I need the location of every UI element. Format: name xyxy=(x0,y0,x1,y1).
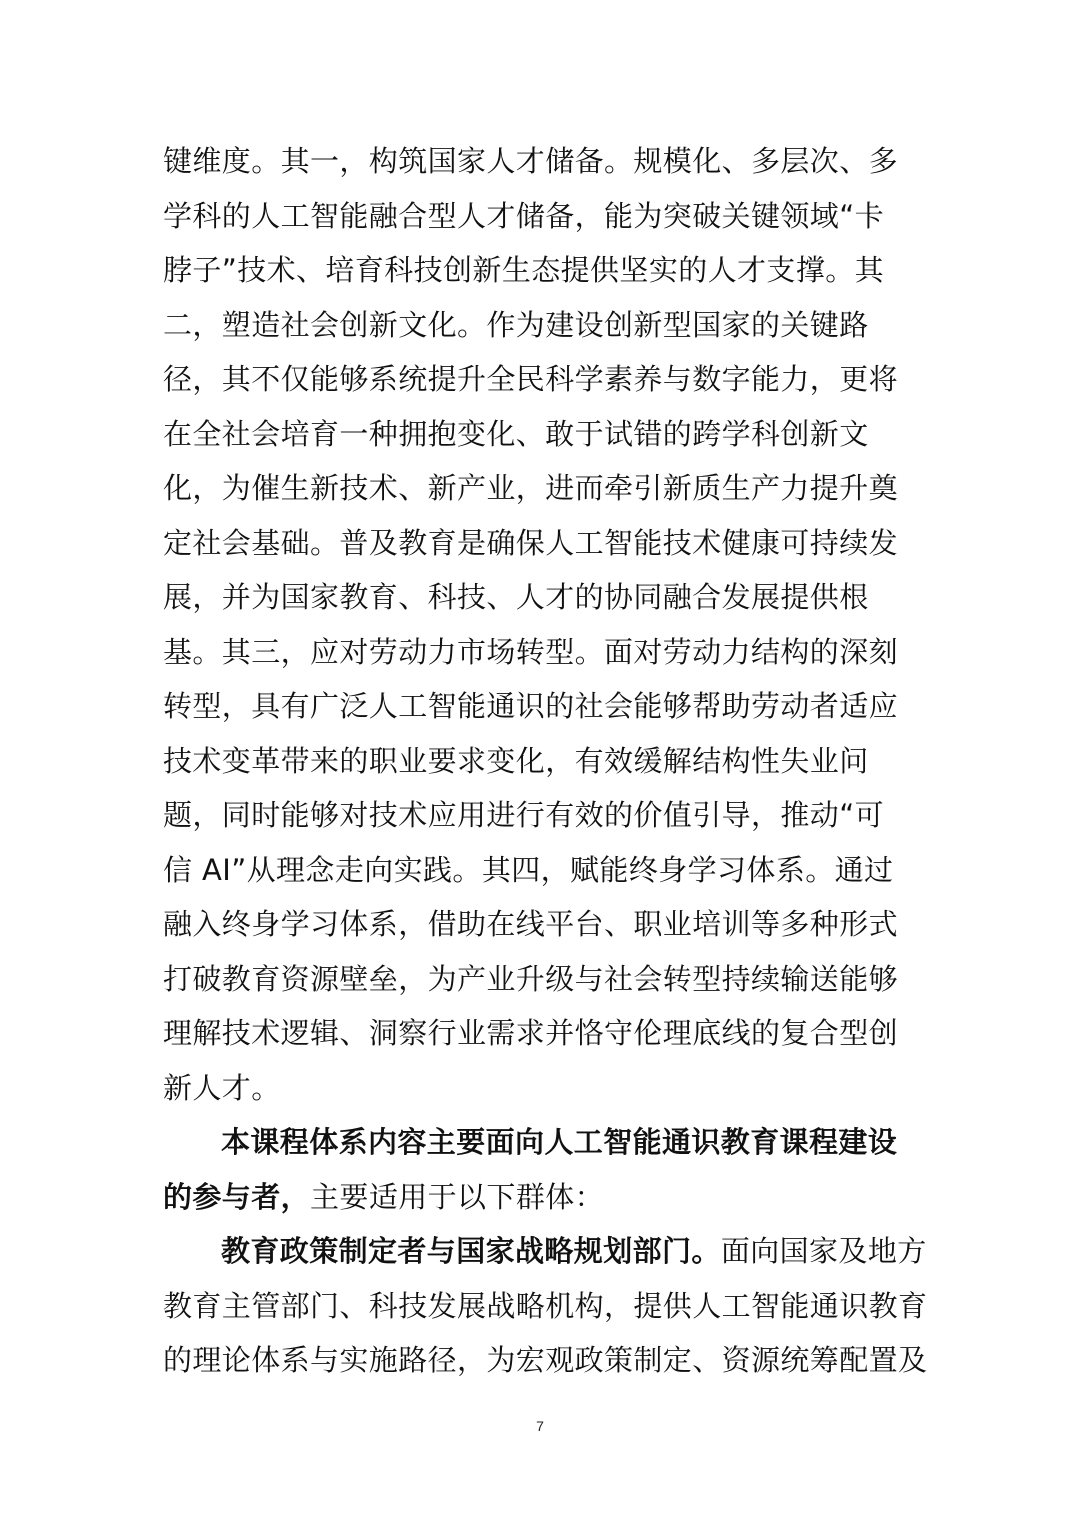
text-line: 定社会基础。普及教育是确保人工智能技术健康可持续发 xyxy=(163,525,899,560)
text-line: 学科的人工智能融合型人才储备，能为突破关键领域“卡 xyxy=(163,198,885,233)
text-line: 基。其三，应对劳动力市场转型。面对劳动力结构的深刻 xyxy=(163,634,899,669)
text-line: 展，并为国家教育、科技、人才的协同融合发展提供根 xyxy=(163,580,869,614)
body-text xyxy=(163,134,928,1388)
scope-heading-bold: 本课程体系内容主要面向人工智能通识教育课程建设 xyxy=(221,1125,898,1159)
group1-line-1 xyxy=(163,1224,927,1279)
text-line: 在全社会培育一种拥抱变化、敢于试错的跨学科创新文 xyxy=(163,416,869,451)
group1-title: 教育政策制定者与国家战略规划部门。 xyxy=(221,1234,721,1268)
text-line: 转型，具有广泛人工智能通识的社会能够帮助劳动者适应 xyxy=(163,689,899,723)
text-line: 键维度。其一，构筑国家人才储备。规模化、多层次、多 xyxy=(163,144,899,178)
scope-line-1 xyxy=(163,1115,923,1170)
text-line: 理解技术逻辑、洞察行业需求并恪守伦理底线的复合型创 xyxy=(163,1016,899,1050)
text-line: 技术变革带来的职业要求变化，有效缓解结构性失业问 xyxy=(163,743,869,778)
text-line: 信 AI”从理念走向实践。其四，赋能终身学习体系。通过 xyxy=(163,852,894,887)
scope-text: 主要适用于以下群体： xyxy=(310,1179,605,1214)
scope-line-2 xyxy=(163,1170,923,1225)
page-number: 7 xyxy=(536,1418,544,1434)
text-line: 打破教育资源壁垒，为产业升级与社会转型持续输送能够 xyxy=(163,961,899,996)
text-line: 的理论体系与实施路径，为宏观政策制定、资源统筹配置及 xyxy=(163,1343,928,1377)
group1-text: 面向国家及地方 xyxy=(720,1234,927,1268)
text-line: 题，同时能够对技术应用进行有效的价值引导，推动“可 xyxy=(163,798,885,832)
text-line: 教育主管部门、科技发展战略机构，提供人工智能通识教育 xyxy=(163,1288,928,1323)
scope-heading-bold-end: 的参与者， xyxy=(163,1179,311,1214)
text-line: 新人才。 xyxy=(163,1070,281,1105)
text-line: 二，塑造社会创新文化。作为建设创新型国家的关键路 xyxy=(163,307,869,342)
text-line: 融入终身学习体系，借助在线平台、职业培训等多种形式 xyxy=(163,907,899,941)
text-line: 径，其不仅能够系统提升全民科学素养与数字能力，更将 xyxy=(163,362,899,396)
text-line: 化，为催生新技术、新产业，进而牵引新质生产力提升奠 xyxy=(163,471,899,505)
text-line: 脖子”技术、培育科技创新生态提供坚实的人才支撑。其 xyxy=(163,253,885,287)
